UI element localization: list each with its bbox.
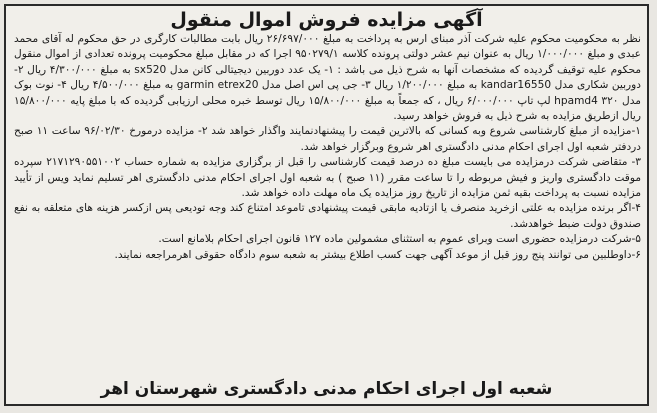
auction-notice	[4, 4, 649, 406]
clause-6: ۶-داوطلبین می توانند پنج روز قبل از موعد آگهی جهت کسب اطلاع بیشتر به شعبه سوم دادگاه حقوقی اهرمراجعه نمایند.	[114, 248, 641, 261]
notice-intro: نظر به محکومیت محکوم علیه شرکت آذر مبنای ارس به پرداخت به مبلغ ۲۶/۶۹۷/۰۰۰ ریال بابت مطالبات کارگری در حق محکوم له آقای محمد عبدی و مبلغ ۱/۰۰۰/۰۰۰ ریال به عنوان نیم عشر دولتی پرونده کلاسه ۹۵۰۲۷۹/۱ اجرا که در مقابل مبلغ محکومیت پرونده تعدادی از اموال منقول محکوم علیه توقیف گردیده که مشخصات آنها به شرح ذیل می باشد : ۱- یک عدد دوربین دیجیتالی کانن مدل sx520 به مبلغ ۴/۳۰۰/۰۰۰ ریال ۲- دوربین شکاری مدل kandar16550 به مبلغ ۱/۲۰۰/۰۰۰ ریال ۳- جی پی اس اصل مدل garmin etrex20 به مبلغ ۴/۵۰۰/۰۰۰ ریال ۴- نوت بوک مدل ۳۲۰ hpamd4 لپ تاپ ۶/۰۰۰/۰۰۰ ریال ، که جمعاً به مبلغ ۱۵/۸۰۰/۰۰۰ ریال توسط خبره محلی ارزیابی گردیده که با مبلغ پایه ۱۵/۸۰۰/۰۰۰ ریال ازطریق مزایده به شرح ذیل به فروش خواهد رسید.	[14, 33, 642, 123]
notice-footer-signature: شعبه اول اجرای احکام مدنی دادگستری شهرستان اهر	[100, 379, 553, 399]
clause-3: ۳- متقاضی شرکت درمزایده می بایست مبلغ ده درصد قیمت کارشناسی را قبل از برگزاری مزایده به شماره حساب ۲۱۷۱۲۹۰۵۵۱۰۰۲ سپرده موقت دادگستری واریز و فیش مربوطه را تا ساعت مقرر (۱۱ صبح ) به شعبه اول اجرای احکام مدنی دادگستری اهر تسلیم نماید ویس از تأیید مزایده نسبت به پرداخت بقیه ثمن مزایده از تاریخ روز مزایده یک ماه مهلت داده خواهد شد.	[14, 156, 641, 200]
notice-title: آگهی مزایده فروش اموال منقول	[170, 9, 483, 31]
clause-1-2: ۱-مزایده از مبلغ کارشناسی شروع وبه کسانی که بالاترین قیمت را پیشنهادنمایند واگذار خواهد شد ۲- مزایده درمورخ ۹۶/۰۲/۳۰ ساعت ۱۱ صبح دردفتر شعبه اول اجرای احکام مدنی دادگستری اهر شروع وبرگزار خواهد شد.	[14, 125, 641, 153]
clause-5: ۵-شرکت درمزایده حضوری است وبرای عموم به استثنای مشمولین ماده ۱۲۷ قانون اجرای احکام بلامانع است.	[158, 233, 641, 246]
clause-4: ۴-اگر برنده مزایده به علتی ازخرید منصرف یا ازتادیه مابقی قیمت پیشنهادی تاموعد امتناع کند وجه تودیعی پس ازکسر هزینه های متعلقه به نفع صندوق دولت ضبط خواهدشد.	[14, 202, 641, 230]
notice-body	[6, 32, 647, 263]
